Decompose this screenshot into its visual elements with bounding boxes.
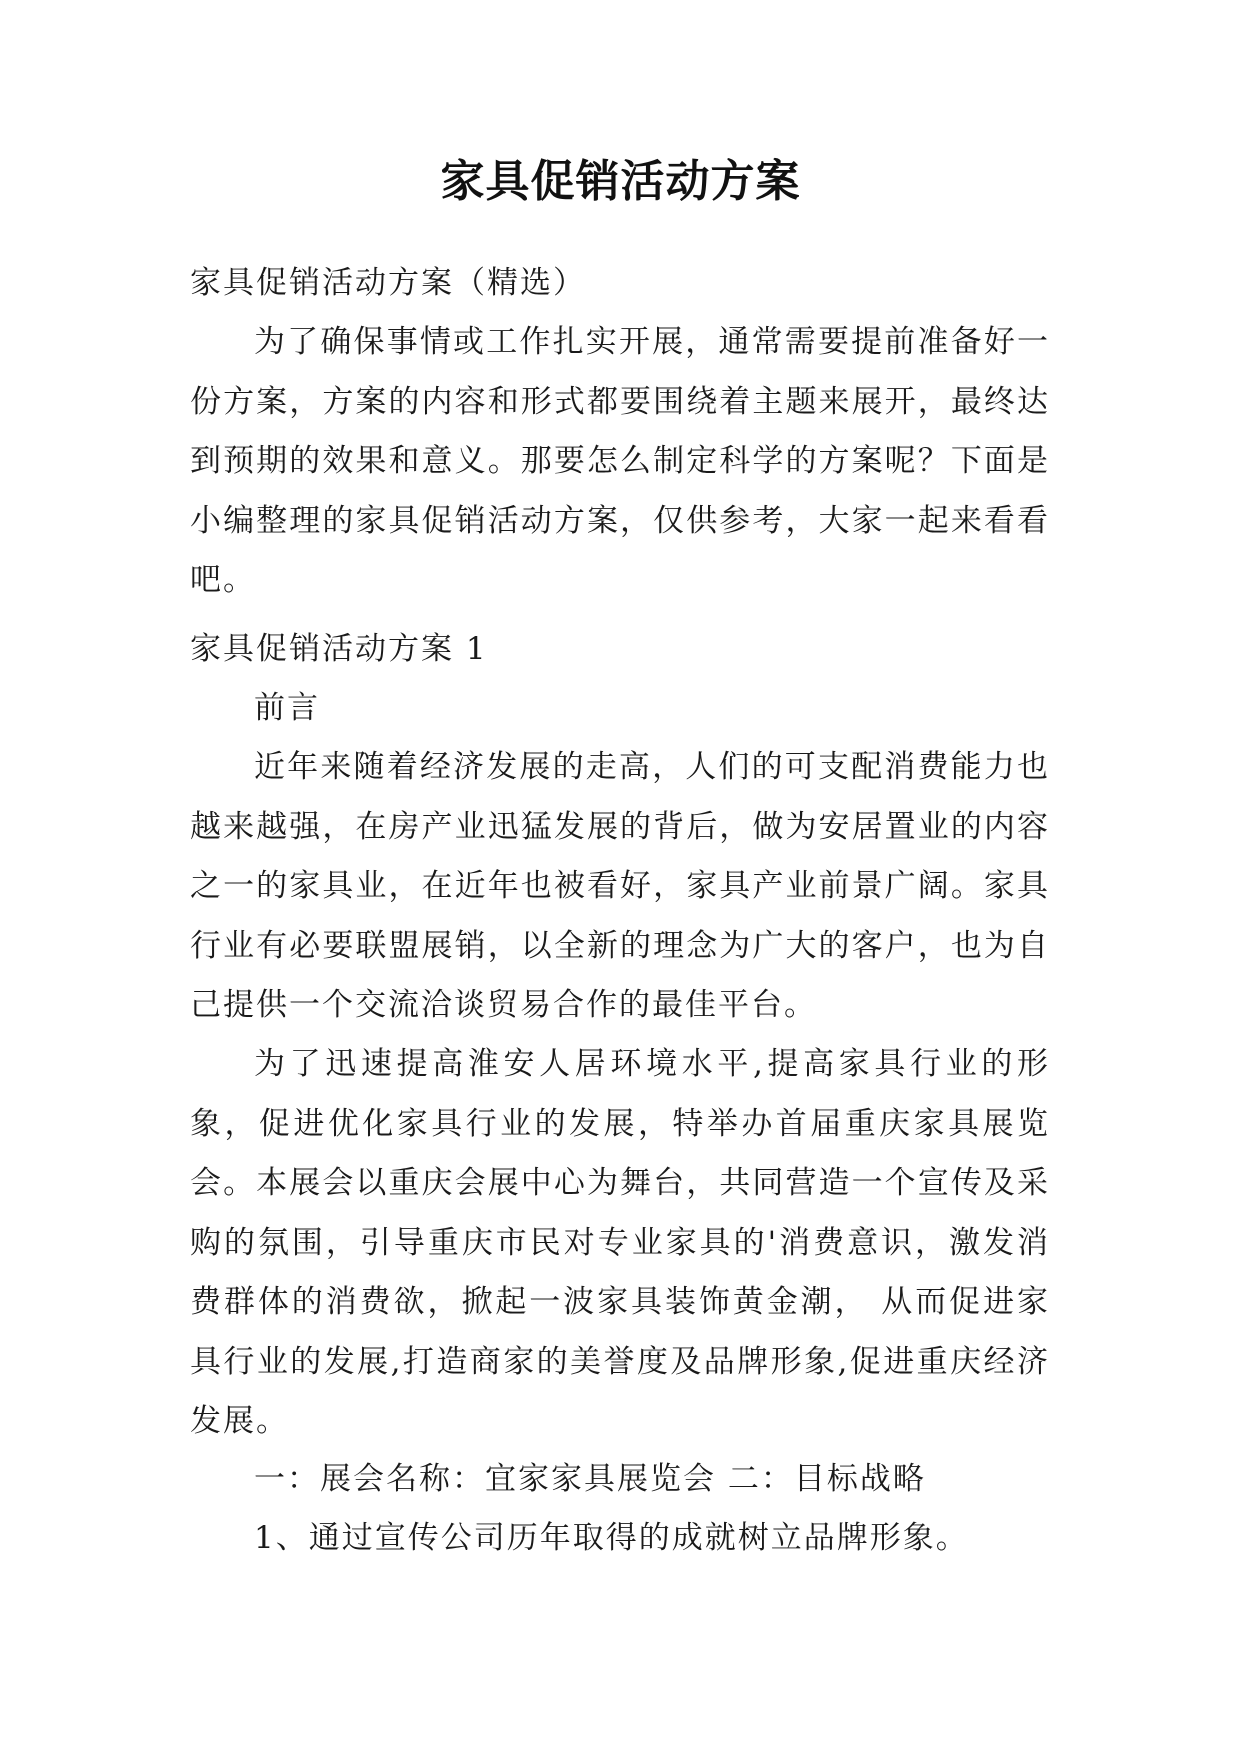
section-heading: 家具促销活动方案 1 — [190, 631, 488, 667]
intro-paragraph: 为了确保事情或工作扎实开展，通常需要提前准备好一份方案，方案的内容和形式都要围绕着主题来展开，最终达到预期的效果和意义。那要怎么制定科学的方案呢？下面是小编整理的家具促销活动方案，仅供参考，大家一起来看看吧。 — [190, 324, 1050, 598]
document-title: 家具促销活动方案 — [440, 156, 801, 207]
paragraph-1: 近年来随着经济发展的走高，人们的可支配消费能力也越来越强，在房产业迅猛发展的背后，做为安居置业的内容之一的家具业，在近年也被看好，家具产业前景广阔。家具行业有必要联盟展销，以全新的理念为广大的客户，也为自己提供一个交流洽谈贸易合作的最佳平台。 — [190, 749, 1050, 1023]
preface-label: 前言 — [254, 690, 320, 726]
paragraph-3: 一：展会名称：宜家家具展览会 二：目标战略 — [254, 1461, 926, 1497]
paragraph-2: 为了迅速提高淮安人居环境水平,提高家具行业的形象，促进优化家具行业的发展，特举办首届重庆家具展览会。本展会以重庆会展中心为舞台，共同营造一个宣传及采购的氛围，引导重庆市民对专业家具的'消费意识，激发消费群体的消费欲，掀起一波家具装饰黄金潮， 从而促进家具行业的发展,打造商家的美誉度及品牌形象,促进重庆经济发展。 — [190, 1046, 1050, 1439]
document-subtitle: 家具促销活动方案（精选） — [190, 265, 586, 301]
paragraph-4: 1、通过宣传公司历年取得的成就树立品牌形象。 — [254, 1520, 969, 1556]
